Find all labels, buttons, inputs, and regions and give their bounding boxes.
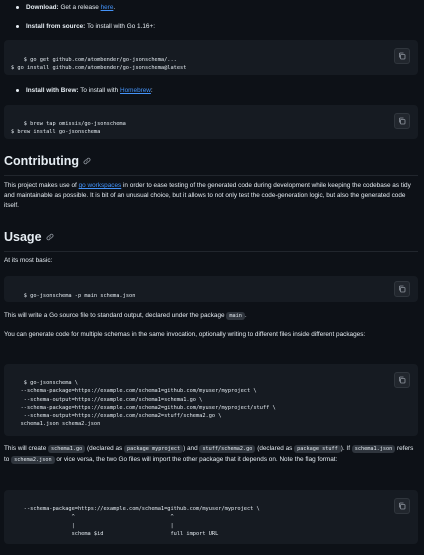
usage-p2-pre: This will write a Go source file to standard output, declared under the package: [4, 312, 227, 319]
usage-heading: [4, 228, 418, 252]
copy-button[interactable]: [394, 48, 410, 64]
copy-icon: [398, 376, 406, 384]
contributing-heading: [4, 152, 418, 176]
copy-icon: [398, 285, 406, 293]
install-brew-end: :: [150, 87, 153, 94]
usage-p4-a: This will create: [4, 445, 49, 452]
bullet-dot: [16, 6, 19, 9]
inline-code-package-myproject: package myproject: [124, 445, 183, 453]
inline-code-schema1-json: schema1.json: [352, 445, 395, 453]
contributing-heading-text: Contributing: [4, 154, 79, 168]
usage-paragraph-output: [4, 311, 418, 321]
usage-p4-h: or vice versa, the two Go files will import the other package that it depends on. Note the flag format:: [54, 456, 338, 464]
install-brew-code: $ brew tap omissis/go-jsonschema $ brew install go-jsonschema: [11, 121, 126, 136]
install-brew-item: [16, 86, 153, 96]
inline-code-main: main: [226, 312, 245, 320]
usage-p4-b: (declared as: [85, 445, 124, 452]
usage-intro: At its most basic:: [4, 257, 53, 264]
copy-icon: [398, 502, 406, 510]
install-brew-text: To install with: [78, 87, 121, 94]
copy-button[interactable]: [394, 281, 410, 297]
download-here-link[interactable]: here: [100, 4, 114, 11]
bullet-dot: [16, 89, 19, 92]
install-source-code: $ go get github.com/atombender/go-jsonschema/... $ go install github.com/atombender/go-jsonschema@latest: [11, 57, 187, 72]
inline-code-package-stuff: package stuff: [294, 445, 341, 453]
link-anchor-icon[interactable]: [83, 157, 91, 165]
install-source-item: [16, 22, 155, 32]
inline-code-stuff-schema2-go: stuff/schema2.go: [199, 445, 255, 453]
install-source-label: Install from source:: [26, 23, 86, 30]
flag-format-code: --schema-package=https://example.com/schema1=github.com/myuser/myproject \ ^ ^ | | schema $id full import URL: [23, 506, 260, 537]
copy-button[interactable]: [394, 113, 410, 129]
copy-icon: [398, 117, 406, 125]
inline-code-schema1-go: schema1.go: [48, 445, 85, 453]
usage-p4-f: ). If: [340, 445, 352, 452]
usage-multi-code: $ go-jsonschema \ --schema-package=https://example.com/schema1=github.com/myuser/myproject \ --schema-output=https://example.com/schema1=schema1.go \ --schema-package=https://example.com/schema2=github.com/myuser/myproject/stuff \ --schema-output=https://example.com/schema2=stuff/schema2.go \ schema1.json schema2.json: [20, 380, 276, 428]
flag-format-code-block: [4, 490, 418, 544]
install-source-text: To install with Go 1.16+:: [85, 23, 155, 30]
copy-button[interactable]: [394, 372, 410, 388]
usage-p4-d: ) and: [183, 445, 200, 452]
usage-p4-g: refers to: [4, 445, 414, 464]
install-brew-label: Install with Brew:: [26, 87, 79, 94]
contributing-text-pre: This project makes use of: [4, 182, 79, 189]
copy-icon: [398, 52, 406, 60]
inline-code-schema2-json: schema2.json: [11, 456, 54, 464]
download-line: [26, 3, 115, 13]
download-end: .: [113, 4, 116, 11]
usage-basic-code-block: [4, 276, 418, 302]
install-source-code-block: [4, 40, 418, 75]
usage-basic-code: $ go-jsonschema -p main schema.json: [23, 293, 136, 300]
install-brew-line: [26, 86, 153, 96]
usage-heading-text: Usage: [4, 230, 42, 244]
go-workspaces-link[interactable]: go workspaces: [78, 182, 122, 189]
usage-paragraph-create: [4, 443, 420, 465]
usage-paragraph-multiple: You can generate code for multiple schemas in the same invocation, optionally writing to different files inside different packages:: [4, 331, 366, 338]
install-brew-code-block: [4, 105, 418, 139]
usage-p2-post: .: [244, 312, 247, 319]
link-anchor-icon[interactable]: [46, 233, 54, 241]
download-item: [16, 3, 115, 13]
copy-button[interactable]: [394, 498, 410, 514]
usage-multi-code-block: [4, 364, 418, 436]
contributing-paragraph: [4, 181, 418, 211]
download-label: Download:: [26, 4, 59, 11]
download-text: Get a release: [58, 4, 101, 11]
usage-p4-e: (declared as: [255, 445, 295, 452]
bullet-dot: [16, 25, 19, 28]
contributing-text-post: in order to ease testing of the generated code during development while keeping the codebase as tidy and maintainable as possible. It is bit of an unusual choice, but it allows to not only test the code-generation logic, but also the generated code itself.: [4, 182, 411, 209]
install-source-line: [26, 22, 155, 32]
homebrew-link[interactable]: Homebrew: [120, 87, 151, 94]
